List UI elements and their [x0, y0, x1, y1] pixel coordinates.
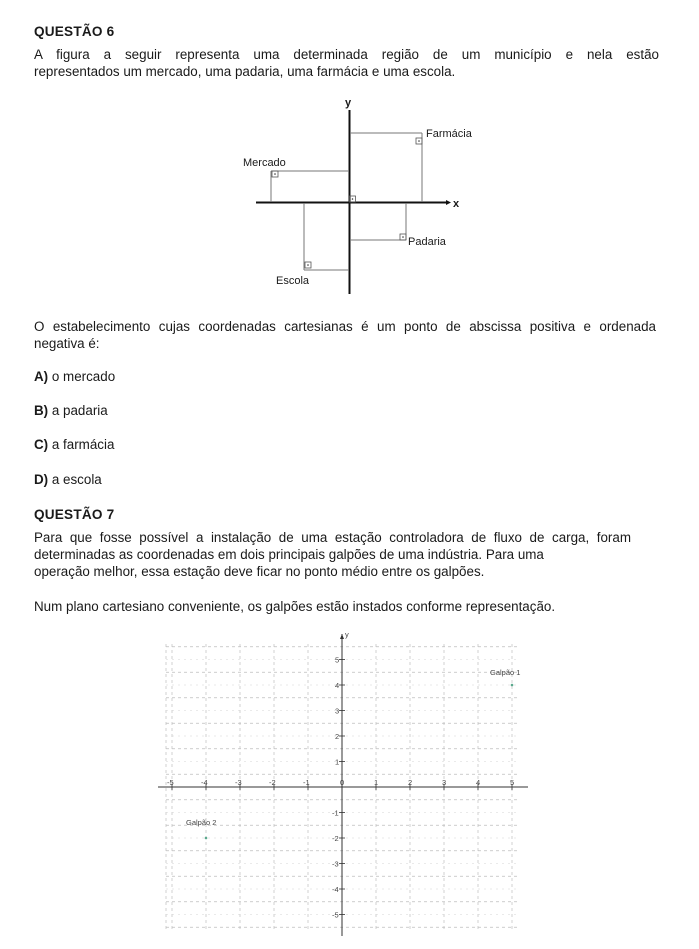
y-tick-label: -3: [332, 859, 339, 869]
option-b-letter: B): [34, 403, 49, 418]
y-tick-label: -4: [332, 885, 339, 894]
option-d-text: a escola: [51, 472, 102, 487]
fig6-farmacia-label: Farmácia: [426, 128, 472, 140]
fig6-padaria-label: Padaria: [408, 236, 446, 248]
x-tick-label: -1: [303, 778, 310, 787]
y-tick-label: 2: [335, 732, 340, 741]
fig6-x-label: x: [453, 198, 460, 210]
galpao-1-label: Galpão 1: [490, 668, 521, 677]
galpao-2-point: [205, 837, 208, 840]
y-tick-label: 4: [335, 681, 340, 690]
question-6-intro-line1: A figura a seguir representa uma determinada região de um município e nela estão: [34, 47, 659, 62]
question-7-intro-line3: operação melhor, essa estação deve ficar no ponto médio entre os galpões.: [34, 564, 485, 579]
x-tick-label: -3: [235, 778, 242, 787]
x-tick-label: -5: [167, 778, 174, 787]
y-tick-label: 3: [335, 706, 340, 716]
question-7-intro-line4: Num plano cartesiano conveniente, os galpões estão instados conforme representação.: [34, 599, 556, 614]
y-tick-label: -2: [332, 834, 339, 843]
question-6-intro-line2: representados um mercado, uma padaria, uma farmácia e uma escola.: [34, 64, 456, 79]
x-tick-label: 0: [340, 778, 345, 787]
y-tick-label: 1: [335, 757, 340, 767]
question-6-prompt-line2: negativa é:: [34, 336, 100, 351]
galpao-1-point: [511, 684, 514, 687]
question-6-title: QUESTÃO 6: [34, 24, 115, 39]
x-tick-label: 1: [374, 778, 379, 787]
x-tick-label: 3: [442, 778, 447, 787]
y-tick-label: -1: [332, 808, 339, 818]
option-a-text: o mercado: [51, 369, 116, 384]
question-7-title: QUESTÃO 7: [34, 507, 115, 522]
y-tick-label: -5: [332, 910, 339, 920]
x-tick-label: 4: [476, 778, 481, 787]
x-tick-label: -2: [269, 778, 276, 787]
option-b-text: a padaria: [51, 403, 108, 418]
fig6-escola-label: Escola: [276, 275, 310, 287]
y-tick-label: 5: [335, 655, 340, 665]
option-a-letter: A): [34, 369, 49, 384]
galpao-2-label: Galpão 2: [186, 818, 217, 827]
option-c-letter: C): [34, 437, 49, 452]
question-7-intro-line2: determinadas as coordenadas em dois principais galpões de uma indústria. Para uma: [34, 547, 544, 562]
x-tick-label: -4: [201, 778, 208, 787]
x-tick-label: 2: [408, 778, 413, 787]
graph7-y-arrow: [340, 634, 344, 639]
x-tick-label: 5: [510, 778, 515, 787]
question-7-intro-line1: Para que fosse possível a instalação de uma estação controladora de fluxo de carga, foram: [34, 530, 631, 545]
option-c-text: a farmácia: [51, 437, 115, 452]
question-6-prompt-line1: O estabelecimento cujas coordenadas cartesianas é um ponto de abscissa positiva e ordenada: [34, 319, 656, 334]
fig6-y-label: y: [345, 97, 352, 109]
fig6-mercado-label: Mercado: [243, 157, 286, 169]
graph7-y-label: y: [345, 630, 349, 639]
option-d-letter: D): [34, 472, 49, 487]
